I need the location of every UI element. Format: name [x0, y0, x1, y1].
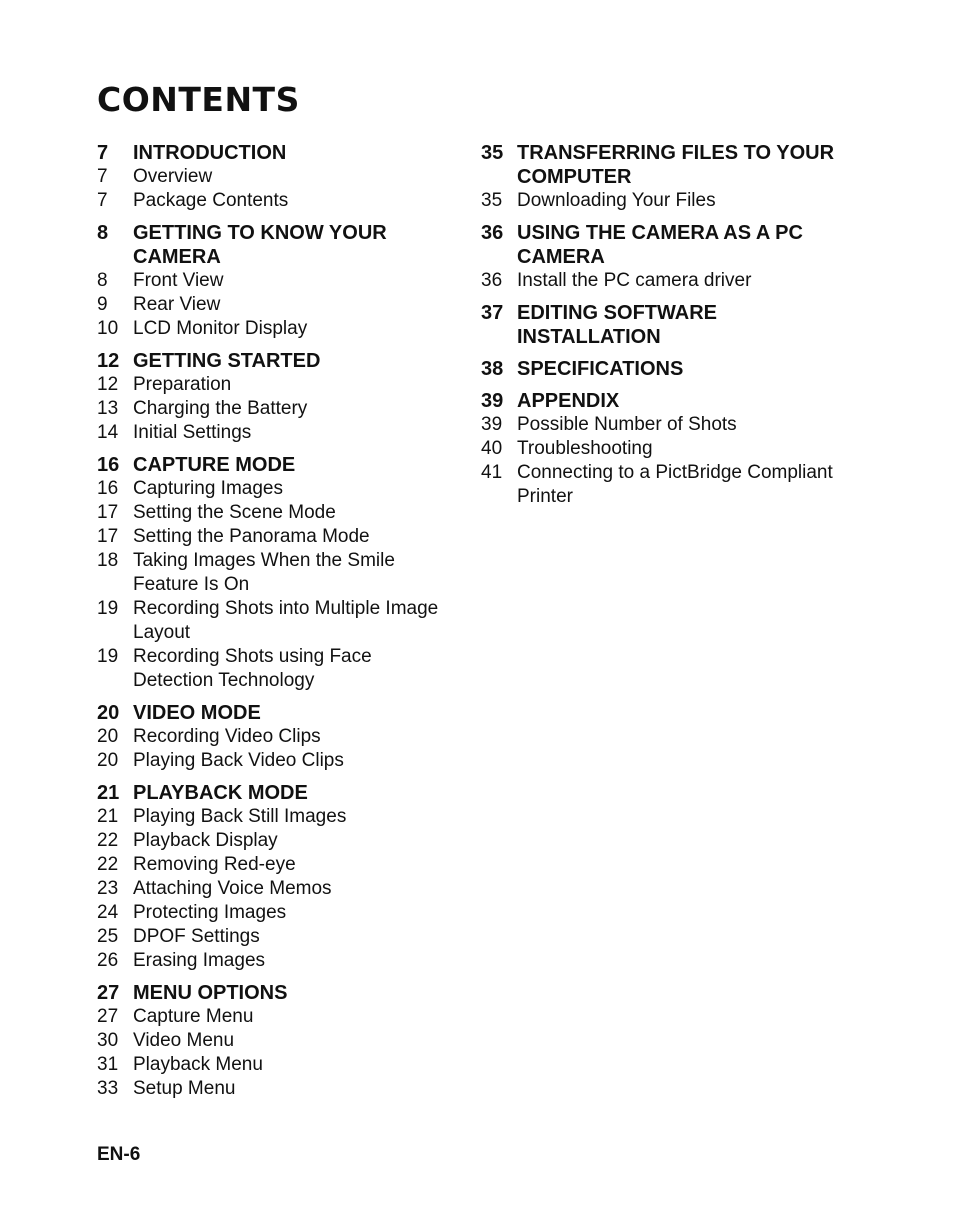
- toc-section-heading: [97, 453, 457, 477]
- toc-heading-label: CAPTURE MODE: [133, 454, 296, 476]
- toc-page-number: 13: [97, 398, 119, 419]
- toc-page-number: 22: [97, 830, 119, 851]
- toc-page-number: 16: [97, 478, 119, 499]
- toc-section: [481, 141, 851, 213]
- toc-page-number: 20: [97, 750, 119, 771]
- toc-page-number: 8: [97, 222, 109, 244]
- toc-page-number: 14: [97, 422, 119, 443]
- toc-heading-label: INTRODUCTION: [133, 142, 287, 164]
- toc-section-heading: [97, 221, 457, 269]
- toc-page-number: 12: [97, 350, 120, 372]
- toc-entry-label: Playback Display: [133, 830, 278, 851]
- toc-entry: [481, 189, 851, 213]
- toc-section-heading: [481, 301, 851, 349]
- toc-entry-label: Setting the Panorama Mode: [133, 526, 370, 547]
- toc-page-number: 12: [97, 374, 119, 395]
- toc-entry: [97, 1005, 457, 1029]
- toc-page-number: 10: [97, 318, 119, 339]
- toc-column-left: [97, 141, 457, 1109]
- toc-entry: [97, 477, 457, 501]
- toc-section-heading: [481, 141, 851, 189]
- toc-entry: [481, 461, 851, 509]
- toc-section-heading: [481, 221, 851, 269]
- toc-entry-label: Recording Shots into Multiple Image Layout: [133, 598, 439, 643]
- toc-column-right: [481, 141, 851, 517]
- toc-entry: [97, 397, 457, 421]
- toc-heading-label: MENU OPTIONS: [133, 982, 288, 1004]
- toc-heading-label: APPENDIX: [517, 390, 620, 412]
- toc-entry: [97, 421, 457, 445]
- toc-page-number: 31: [97, 1054, 119, 1075]
- toc-entry: [97, 749, 457, 773]
- toc-entry-label: Setup Menu: [133, 1078, 236, 1099]
- toc-entry: [97, 269, 457, 293]
- toc-page-number: 17: [97, 526, 119, 547]
- toc-entry-label: Charging the Battery: [133, 398, 308, 419]
- toc-entry-label: Recording Shots using Face Detection Technology: [133, 646, 372, 691]
- toc-page-number: 16: [97, 454, 120, 476]
- toc-page-number: 20: [97, 702, 120, 724]
- toc-heading-label: USING THE CAMERA AS A PC CAMERA: [517, 222, 803, 268]
- toc-page-number: 30: [97, 1030, 119, 1051]
- toc-section: [97, 221, 457, 341]
- toc-entry-label: Overview: [133, 166, 213, 187]
- page-title: CONTENTS: [97, 80, 300, 119]
- toc-section-heading: [97, 701, 457, 725]
- toc-entry-label: Possible Number of Shots: [517, 414, 737, 435]
- toc-section-heading: [97, 781, 457, 805]
- toc-entry-label: Capturing Images: [133, 478, 283, 499]
- page-number: EN-6: [97, 1144, 141, 1165]
- toc-entry: [481, 413, 851, 437]
- toc-section-heading: [481, 357, 851, 381]
- toc-entry: [97, 549, 457, 597]
- toc-entry-label: Rear View: [133, 294, 221, 315]
- toc-entry-label: Setting the Scene Mode: [133, 502, 336, 523]
- toc-page-number: 21: [97, 806, 119, 827]
- toc-entry: [97, 165, 457, 189]
- toc-entry: [97, 925, 457, 949]
- toc-page-number: 40: [481, 438, 503, 459]
- toc-page-number: 33: [97, 1078, 119, 1099]
- toc-page-number: 19: [97, 646, 119, 667]
- toc-entry: [97, 597, 457, 645]
- toc-entry-label: Initial Settings: [133, 422, 252, 443]
- toc-page-number: 9: [97, 294, 108, 315]
- toc-heading-label: EDITING SOFTWARE INSTALLATION: [517, 302, 717, 348]
- toc-entry-label: Connecting to a PictBridge Compliant Printer: [517, 462, 833, 507]
- toc-entry-label: LCD Monitor Display: [133, 318, 308, 339]
- toc-entry: [97, 189, 457, 213]
- toc-page-number: 35: [481, 190, 503, 211]
- toc-section: [97, 701, 457, 773]
- toc-page-number: 19: [97, 598, 119, 619]
- toc-section: [481, 357, 851, 381]
- toc-section-heading: [97, 349, 457, 373]
- toc-page-number: 27: [97, 1006, 119, 1027]
- toc-entry-label: Video Menu: [133, 1030, 235, 1051]
- toc-section: [97, 981, 457, 1101]
- toc-entry-label: Playing Back Video Clips: [133, 750, 344, 771]
- toc-heading-label: GETTING TO KNOW YOUR CAMERA: [133, 222, 387, 268]
- toc-section: [481, 221, 851, 293]
- toc-entry: [97, 525, 457, 549]
- toc-page-number: 39: [481, 390, 504, 412]
- toc-section: [97, 453, 457, 693]
- toc-page-number: 21: [97, 782, 120, 804]
- toc-entry-label: Front View: [133, 270, 224, 291]
- toc-page-number: 7: [97, 166, 108, 187]
- toc-page-number: 38: [481, 358, 504, 380]
- toc-entry-label: Erasing Images: [133, 950, 266, 971]
- toc-heading-label: PLAYBACK MODE: [133, 782, 308, 804]
- toc-page-number: 18: [97, 550, 119, 571]
- toc-entry-label: Recording Video Clips: [133, 726, 321, 747]
- toc-page-number: 25: [97, 926, 119, 947]
- toc-page-number: 39: [481, 414, 503, 435]
- toc-entry: [97, 1029, 457, 1053]
- toc-entry: [97, 293, 457, 317]
- toc-entry: [97, 949, 457, 973]
- toc-page-number: 24: [97, 902, 119, 923]
- toc-page-number: 35: [481, 142, 504, 164]
- toc-page-number: 41: [481, 462, 503, 483]
- toc-entry: [97, 501, 457, 525]
- toc-page-number: 17: [97, 502, 119, 523]
- toc-entry: [97, 1053, 457, 1077]
- toc-heading-label: GETTING STARTED: [133, 350, 321, 372]
- toc-section: [97, 781, 457, 973]
- toc-entry-label: Install the PC camera driver: [517, 270, 752, 291]
- toc-heading-label: TRANSFERRING FILES TO YOUR COMPUTER: [517, 142, 835, 188]
- toc-heading-label: VIDEO MODE: [133, 702, 261, 724]
- toc-entry: [97, 317, 457, 341]
- toc-section-heading: [97, 141, 457, 165]
- toc-page-number: 26: [97, 950, 119, 971]
- toc-entry-label: Preparation: [133, 374, 232, 395]
- toc-entry: [481, 437, 851, 461]
- toc-entry-label: Troubleshooting: [517, 438, 653, 459]
- toc-section: [481, 389, 851, 509]
- toc-entry: [97, 805, 457, 829]
- toc-page-number: 8: [97, 270, 108, 291]
- toc-entry-label: Removing Red-eye: [133, 854, 296, 875]
- toc-page-number: 22: [97, 854, 119, 875]
- toc-entry: [97, 853, 457, 877]
- toc-entry: [481, 269, 851, 293]
- toc-entry: [97, 877, 457, 901]
- toc-entry-label: Attaching Voice Memos: [133, 878, 332, 899]
- toc-entry-label: Playback Menu: [133, 1054, 263, 1075]
- toc-page-number: 23: [97, 878, 119, 899]
- toc-entry: [97, 725, 457, 749]
- toc-entry: [97, 645, 457, 693]
- toc-entry: [97, 901, 457, 925]
- toc-page-number: 27: [97, 982, 120, 1004]
- toc-section: [481, 301, 851, 349]
- toc-page-number: 37: [481, 302, 504, 324]
- toc-entry-label: Downloading Your Files: [517, 190, 716, 211]
- toc-entry-label: Taking Images When the Smile Feature Is On: [133, 550, 395, 595]
- toc-page-number: 36: [481, 222, 504, 244]
- toc-entry: [97, 829, 457, 853]
- toc-entry-label: Capture Menu: [133, 1006, 254, 1027]
- toc-entry-label: Playing Back Still Images: [133, 806, 347, 827]
- toc-entry-label: Package Contents: [133, 190, 289, 211]
- toc-section-heading: [481, 389, 851, 413]
- toc-page-number: 36: [481, 270, 503, 291]
- toc-page-number: 20: [97, 726, 119, 747]
- toc-page-number: 7: [97, 190, 108, 211]
- toc-section: [97, 349, 457, 445]
- toc-page-number: 7: [97, 142, 109, 164]
- toc-section-heading: [97, 981, 457, 1005]
- toc-entry: [97, 373, 457, 397]
- toc-entry-label: Protecting Images: [133, 902, 287, 923]
- toc-entry-label: DPOF Settings: [133, 926, 260, 947]
- toc-entry: [97, 1077, 457, 1101]
- toc-heading-label: SPECIFICATIONS: [517, 358, 684, 380]
- toc-section: [97, 141, 457, 213]
